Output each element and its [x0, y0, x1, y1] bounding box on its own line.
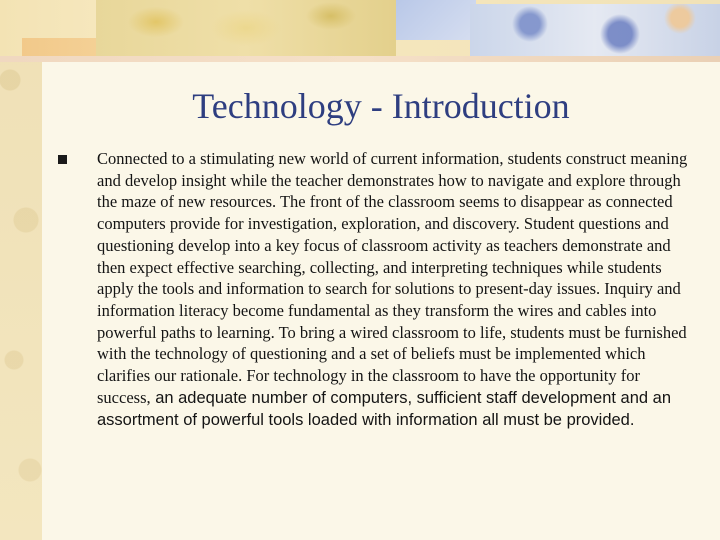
top-banner-decoration — [0, 0, 720, 62]
bullet-text-sans: an adequate number of computers, sufficient staff development and an assortment of powerful tools loaded with information all must be provided. — [97, 388, 672, 430]
bullet-square-icon — [58, 155, 67, 164]
banner-leaf-image — [96, 0, 396, 62]
banner-blue-panel — [396, 0, 476, 40]
banner-flower-image — [470, 4, 720, 58]
bullet-text — [97, 148, 695, 432]
left-margin-decoration — [0, 0, 42, 540]
bullet-text-serif: Connected to a stimulating new world of current information, students construct meaning and develop insight while the teacher demonstrates how to navigate and explore through the maze of new resources. The front of the classroom seems to disappear as connected computers provide for investigation, exploration, and discovery. Student questions and questioning develop into a key focus of classroom activity as teachers demonstrate and then expect effective searching, collecting, and interpreting techniques while students apply the tools and information to search for solutions to present-day issues. Inquiry and information literacy become fundamental as they transform the wires and cables into powerful paths to learning. To bring a wired classroom to life, students must be furnished with the technology of questioning and a set of beliefs must be implemented which clarifies our rationale. For technology in the classroom to have the opportunity for success, — [97, 149, 688, 407]
slide-title: Technology - Introduction — [192, 86, 570, 126]
